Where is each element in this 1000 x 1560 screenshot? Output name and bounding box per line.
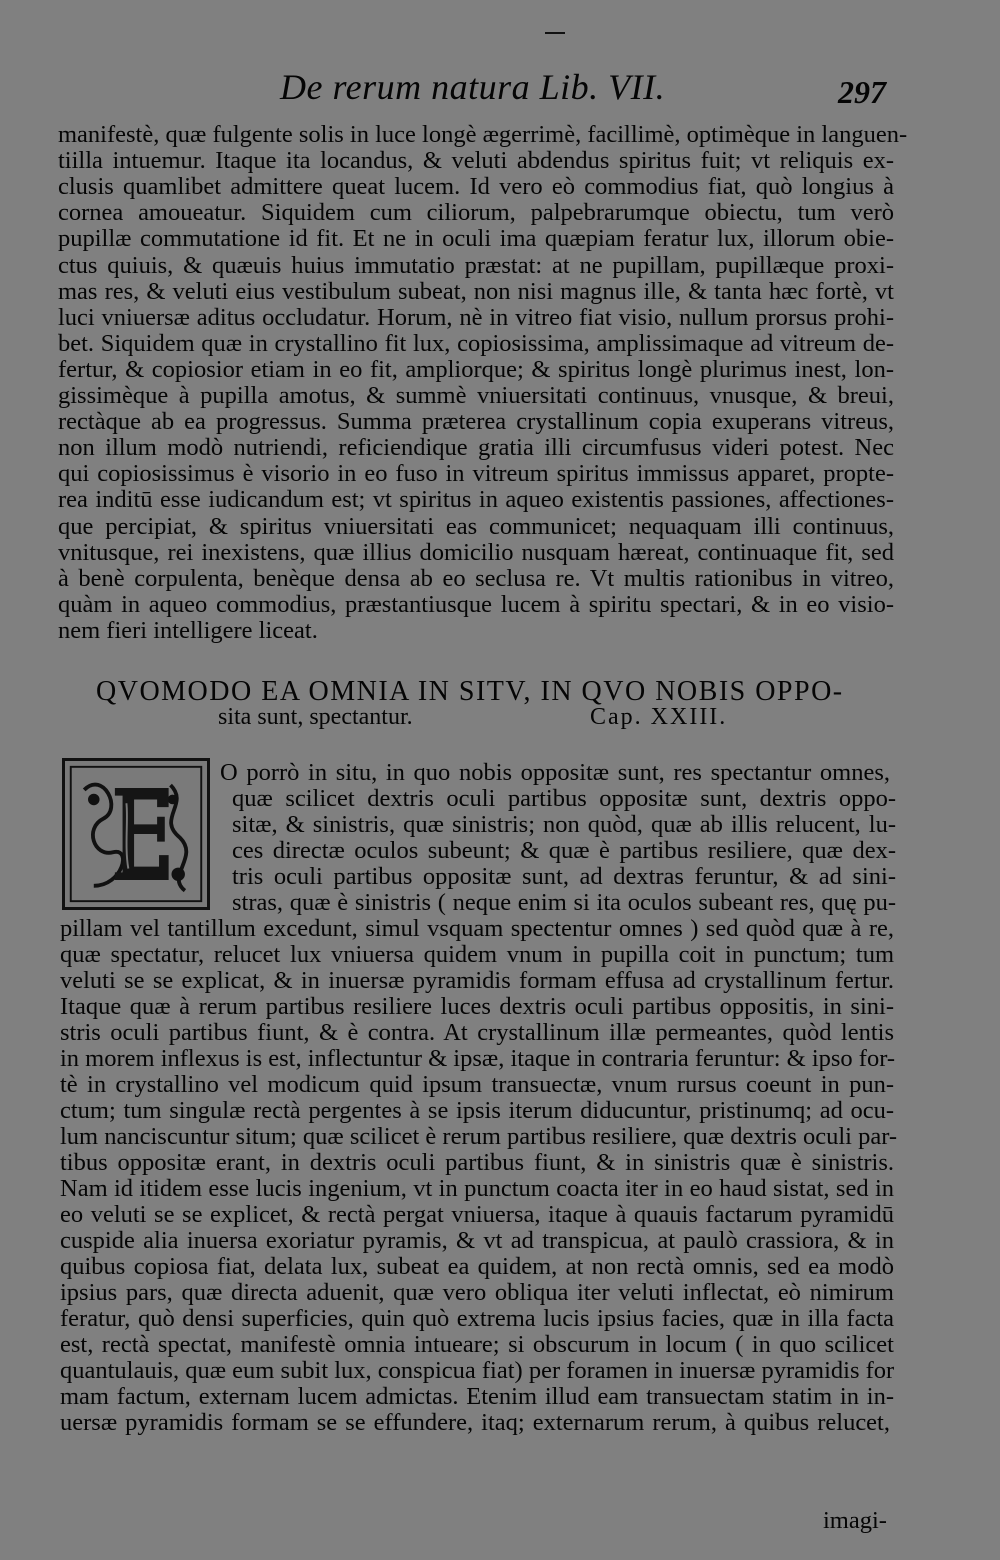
text-line: tris oculi partibus oppositæ sunt, ad dextras feruntur, & ad sini- bbox=[232, 863, 896, 890]
chapter-title-line-2: sita sunt, spectantur. bbox=[218, 704, 413, 730]
text-line: bet. Siquidem quæ in crystallino fit lux, copiosissima, amplissimaque ad vitreum de- bbox=[58, 329, 894, 357]
text-line: Itaque quæ à rerum partibus resiliere luces dextris oculi partibus oppositis, in sini- bbox=[60, 993, 894, 1020]
text-line: ipsius pars, quæ directa aduenit, quæ vero obliqua iter veluti inflectat, eò nimirum bbox=[60, 1279, 894, 1306]
running-head: De rerum natura Lib. VII. bbox=[280, 67, 666, 107]
text-line: pupillæ commutatione id fit. Et ne in oculi ima quæpiam feratur lux, illorum obie- bbox=[58, 225, 894, 253]
text-line: rectàque ab ea progressus. Summa præterea crystallinum copia exuperans vitreus, bbox=[58, 408, 894, 436]
text-line: gissimèque à pupilla amotus, & summè vniuersitati continuus, vnusque, & breui, bbox=[58, 382, 894, 409]
page-number: 297 bbox=[838, 74, 886, 110]
text-line: fertur, & copiosior etiam in eo fit, ampliorque; & spiritus longè plurimus inest, lon- bbox=[58, 355, 894, 383]
text-line: stras, quæ è sinistris ( neque enim si ita oculos subeant res, quę pu- bbox=[232, 889, 896, 916]
text-line: in morem inflexus is est, inflectuntur & ipsæ, itaque in contraria feruntur: & ipso for- bbox=[60, 1045, 896, 1072]
text-line: quæ scilicet dextris oculi partibus oppositæ sunt, dextris oppo- bbox=[232, 785, 896, 812]
text-line: veluti se se explicat, & in inuersæ pyramidis formam effusa ad crystallinum fertur. bbox=[60, 967, 894, 994]
text-line: est, rectà spectat, manifestè omnia intueare; si obscurum in locum ( in quo scilicet bbox=[60, 1331, 894, 1358]
text-line: feratur, quò densi superficies, quin quò extrema lucis ipsius facies, quæ in illa facta bbox=[60, 1305, 894, 1332]
text-line: lum nanciscuntur situm; quæ scilicet è rerum partibus resiliere, quæ dextris oculi par- bbox=[60, 1123, 898, 1150]
text-line: ces directæ oculos subeunt; & quæ è partibus resiliere, quæ dex- bbox=[232, 837, 896, 864]
text-line: cornea amoueatur. Siquidem cum ciliorum, palpebrarumque obiectu, tum verò bbox=[58, 199, 894, 227]
text-line: qui copiosissimus è visorio in eo fuso in vitreum spiritus immissus apparet, propte- bbox=[58, 460, 894, 488]
text-line: luci vniuersæ aditus occludatur. Horum, nè in vitreo fiat visio, nullum prorsus prohi- bbox=[58, 303, 894, 331]
chapter-title-line-1: QVOMODO EA OMNIA IN SITV, IN QVO NOBIS OPPO- bbox=[96, 676, 844, 707]
text-line: uersæ pyramidis formam se se effundere, itaq; externarum rerum, à quibus relucet, bbox=[60, 1409, 890, 1436]
text-line: quantulauis, quæ eum subit lux, conspicua fiat) per foramen in inuersæ pyramidis for bbox=[60, 1357, 895, 1384]
text-line: ctus quiuis, & quæuis huius immutatio præstat: at ne pupillam, pupillæque proxi- bbox=[58, 251, 894, 279]
text-line: mas res, & veluti eius vestibulum subeat, non nisi magnus ille, & tanta hæc fortè, vt bbox=[58, 277, 894, 305]
text-line: mam factum, externam lucem admictas. Etenim illud eam transuectam statim in in- bbox=[60, 1383, 894, 1410]
text-line: tibus oppositæ erant, in dextris oculi partibus fiunt, & in sinistris quæ è sinistris. bbox=[60, 1149, 894, 1176]
text-line: pillam vel tantillum excedunt, simul vsquam spectentur omnes ) sed quòd quæ à re, bbox=[60, 915, 894, 942]
top-rule-mark bbox=[545, 32, 565, 34]
ornamental-initial-icon bbox=[62, 758, 210, 910]
text-line: non illum modò nutriendi, reficiendique gratia illi circumfusus videri potest. Nec bbox=[58, 434, 894, 462]
chapter-number: Cap. XXIII. bbox=[590, 704, 728, 730]
text-line: O porrò in situ, in quo nobis oppositæ sunt, res spectantur omnes, bbox=[220, 759, 890, 786]
text-line: manifestè, quæ fulgente solis in luce longè ægerrimè, facillimè, optimèque in languen- bbox=[58, 121, 908, 148]
text-line: à benè corpulenta, benèque densa ab eo seclusa re. Vt multis rationibus in vitreo, bbox=[58, 564, 894, 592]
text-line: vnitusque, rei inexistens, quæ illius domicilio nusquam hæreat, continuaque fit, sed bbox=[58, 538, 894, 566]
text-line: clusis quamlibet admittere queat lucem. Id vero eò commodius fiat, quò longius à bbox=[58, 173, 894, 201]
text-line: rea inditū esse iudicandum est; vt spiritus in aqueo existentis passiones, affectiones- bbox=[58, 486, 894, 514]
text-line: quibus copiosa fiat, delata lux, subeat ea quidem, at non rectà omnis, sed ea modò bbox=[60, 1253, 894, 1280]
text-line: tiilla intuemur. Itaque ita locandus, & veluti abdendus spiritus fuit; vt reliquis ex- bbox=[58, 147, 894, 175]
text-line: cuspide alia inuersa exoriatur pyramis, & vt ad transpicua, at paulò crassiora, & in bbox=[60, 1227, 894, 1254]
text-line: que percipiat, & spiritus vniuersitati eas communicet; nequaquam illi continuus, bbox=[58, 512, 894, 540]
catchword: imagi- bbox=[823, 1507, 887, 1534]
text-line: eo veluti se se explicet, & rectà pergat vniuersa, itaque à quauis factarum pyramidū bbox=[60, 1201, 894, 1228]
text-line: stris oculi partibus fiunt, & è contra. At crystallinum illæ permeantes, quòd lentis bbox=[60, 1019, 894, 1046]
text-line: quàm in aqueo commodius, præstantiusque lucem à spiritu spectari, & in eo visio- bbox=[58, 590, 894, 618]
text-line: Nam id itidem esse lucis ingenium, vt in punctum coacta iter in eo haud sistat, sed in bbox=[60, 1175, 894, 1202]
text-line: tè in crystallino vel modicum quid ipsum transuectæ, vnum rursus coeunt in pun- bbox=[60, 1071, 894, 1098]
text-line: nem fieri intelligere liceat. bbox=[58, 616, 318, 644]
text-line: quæ spectatur, relucet lux vniuersa quidem vnum in pupilla coit in punctum; tum bbox=[60, 941, 894, 968]
text-line: sitæ, & sinistris, quæ sinistris; non quòd, quæ ab illis relucent, lu- bbox=[232, 811, 896, 838]
text-line: ctum; tum singulæ rectà pergentes à se ipsis iterum diducuntur, pristinumq; ad ocu- bbox=[60, 1097, 894, 1124]
